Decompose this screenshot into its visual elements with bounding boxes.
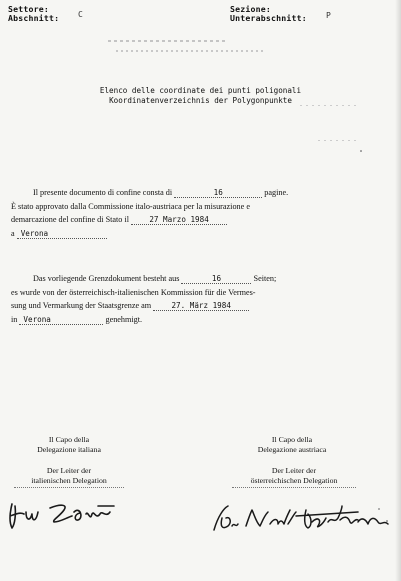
bleed-through-mark — [116, 50, 266, 52]
german-line3-pre: sung und Vermarkung der Staatsgrenze am — [11, 301, 152, 311]
german-line1-post: Seiten; — [253, 274, 277, 283]
german-pages-value: 16 — [181, 274, 251, 284]
sezione-label: Sezione: — [230, 4, 272, 14]
austrian-delegation-label-de — [232, 466, 356, 488]
italian-line4-pre: a — [11, 228, 15, 238]
settore-value: C — [78, 10, 83, 19]
bleed-through-mark — [108, 40, 228, 42]
bleed-through-mark — [318, 140, 358, 141]
italian-paragraph — [11, 186, 288, 240]
scan-speck — [386, 520, 388, 522]
italian-line3-pre: demarcazione del confine di Stato il — [11, 215, 129, 225]
austrian-head-line1: Il Capo della — [271, 435, 313, 444]
italian-line1-pre: Il presente documento di confine consta di — [33, 188, 173, 197]
abschnitt-label: Abschnitt: — [8, 13, 60, 23]
german-paragraph — [11, 272, 276, 326]
italian-date-value: 27 Marzo 1984 — [131, 215, 227, 225]
italian-leiter-line1: Der Leiter der — [46, 466, 92, 475]
german-line1-pre: Das vorliegende Grenzdokument besteht aus — [33, 274, 180, 283]
german-date-value: 27. März 1984 — [153, 301, 249, 311]
austrian-leiter-line1: Der Leiter der — [271, 466, 317, 475]
italian-place-value: Verona — [17, 229, 107, 239]
italian-leiter-line2: italienischen Delegation — [14, 476, 124, 488]
unterabschnitt-label: Unterabschnitt: — [230, 13, 307, 23]
german-place-value: Verona — [19, 315, 103, 325]
italian-head-line1: Il Capo della — [48, 435, 90, 444]
austrian-delegation-label — [232, 435, 352, 455]
handwritten-signature-icon — [6, 494, 138, 536]
settore-label: Settore: — [8, 4, 50, 14]
document-title-german: Koordinatenverzeichnis der Polygonpunkte — [109, 96, 292, 105]
handwritten-signature-icon — [208, 496, 398, 546]
italian-line2: È stato approvato dalla Commissione italo-austriaca per la misurazione e — [11, 201, 250, 211]
german-line2: es wurde von der österreichisch-italienischen Kommission für die Vermes- — [11, 287, 256, 297]
scan-speck — [378, 508, 380, 510]
italian-head-line2: Delegazione italiana — [37, 445, 101, 454]
document-title-italian: Elenco delle coordinate dei punti poligonali — [99, 86, 302, 95]
bleed-through-mark — [300, 105, 360, 106]
scan-speck — [360, 150, 362, 152]
italian-delegation-label — [14, 435, 124, 455]
italian-line1-post: pagine. — [264, 188, 289, 197]
scan-edge-shadow — [395, 0, 401, 581]
austrian-head-line2: Delegazione austriaca — [257, 445, 327, 454]
sezione-value: P — [326, 11, 331, 20]
german-line4-pre: in — [11, 314, 18, 324]
italian-delegation-label-de — [14, 466, 124, 488]
german-line4-post: genehmigt. — [105, 314, 143, 324]
austrian-leiter-line2: österreichischen Delegation — [232, 476, 356, 488]
italian-pages-value: 16 — [174, 188, 262, 198]
